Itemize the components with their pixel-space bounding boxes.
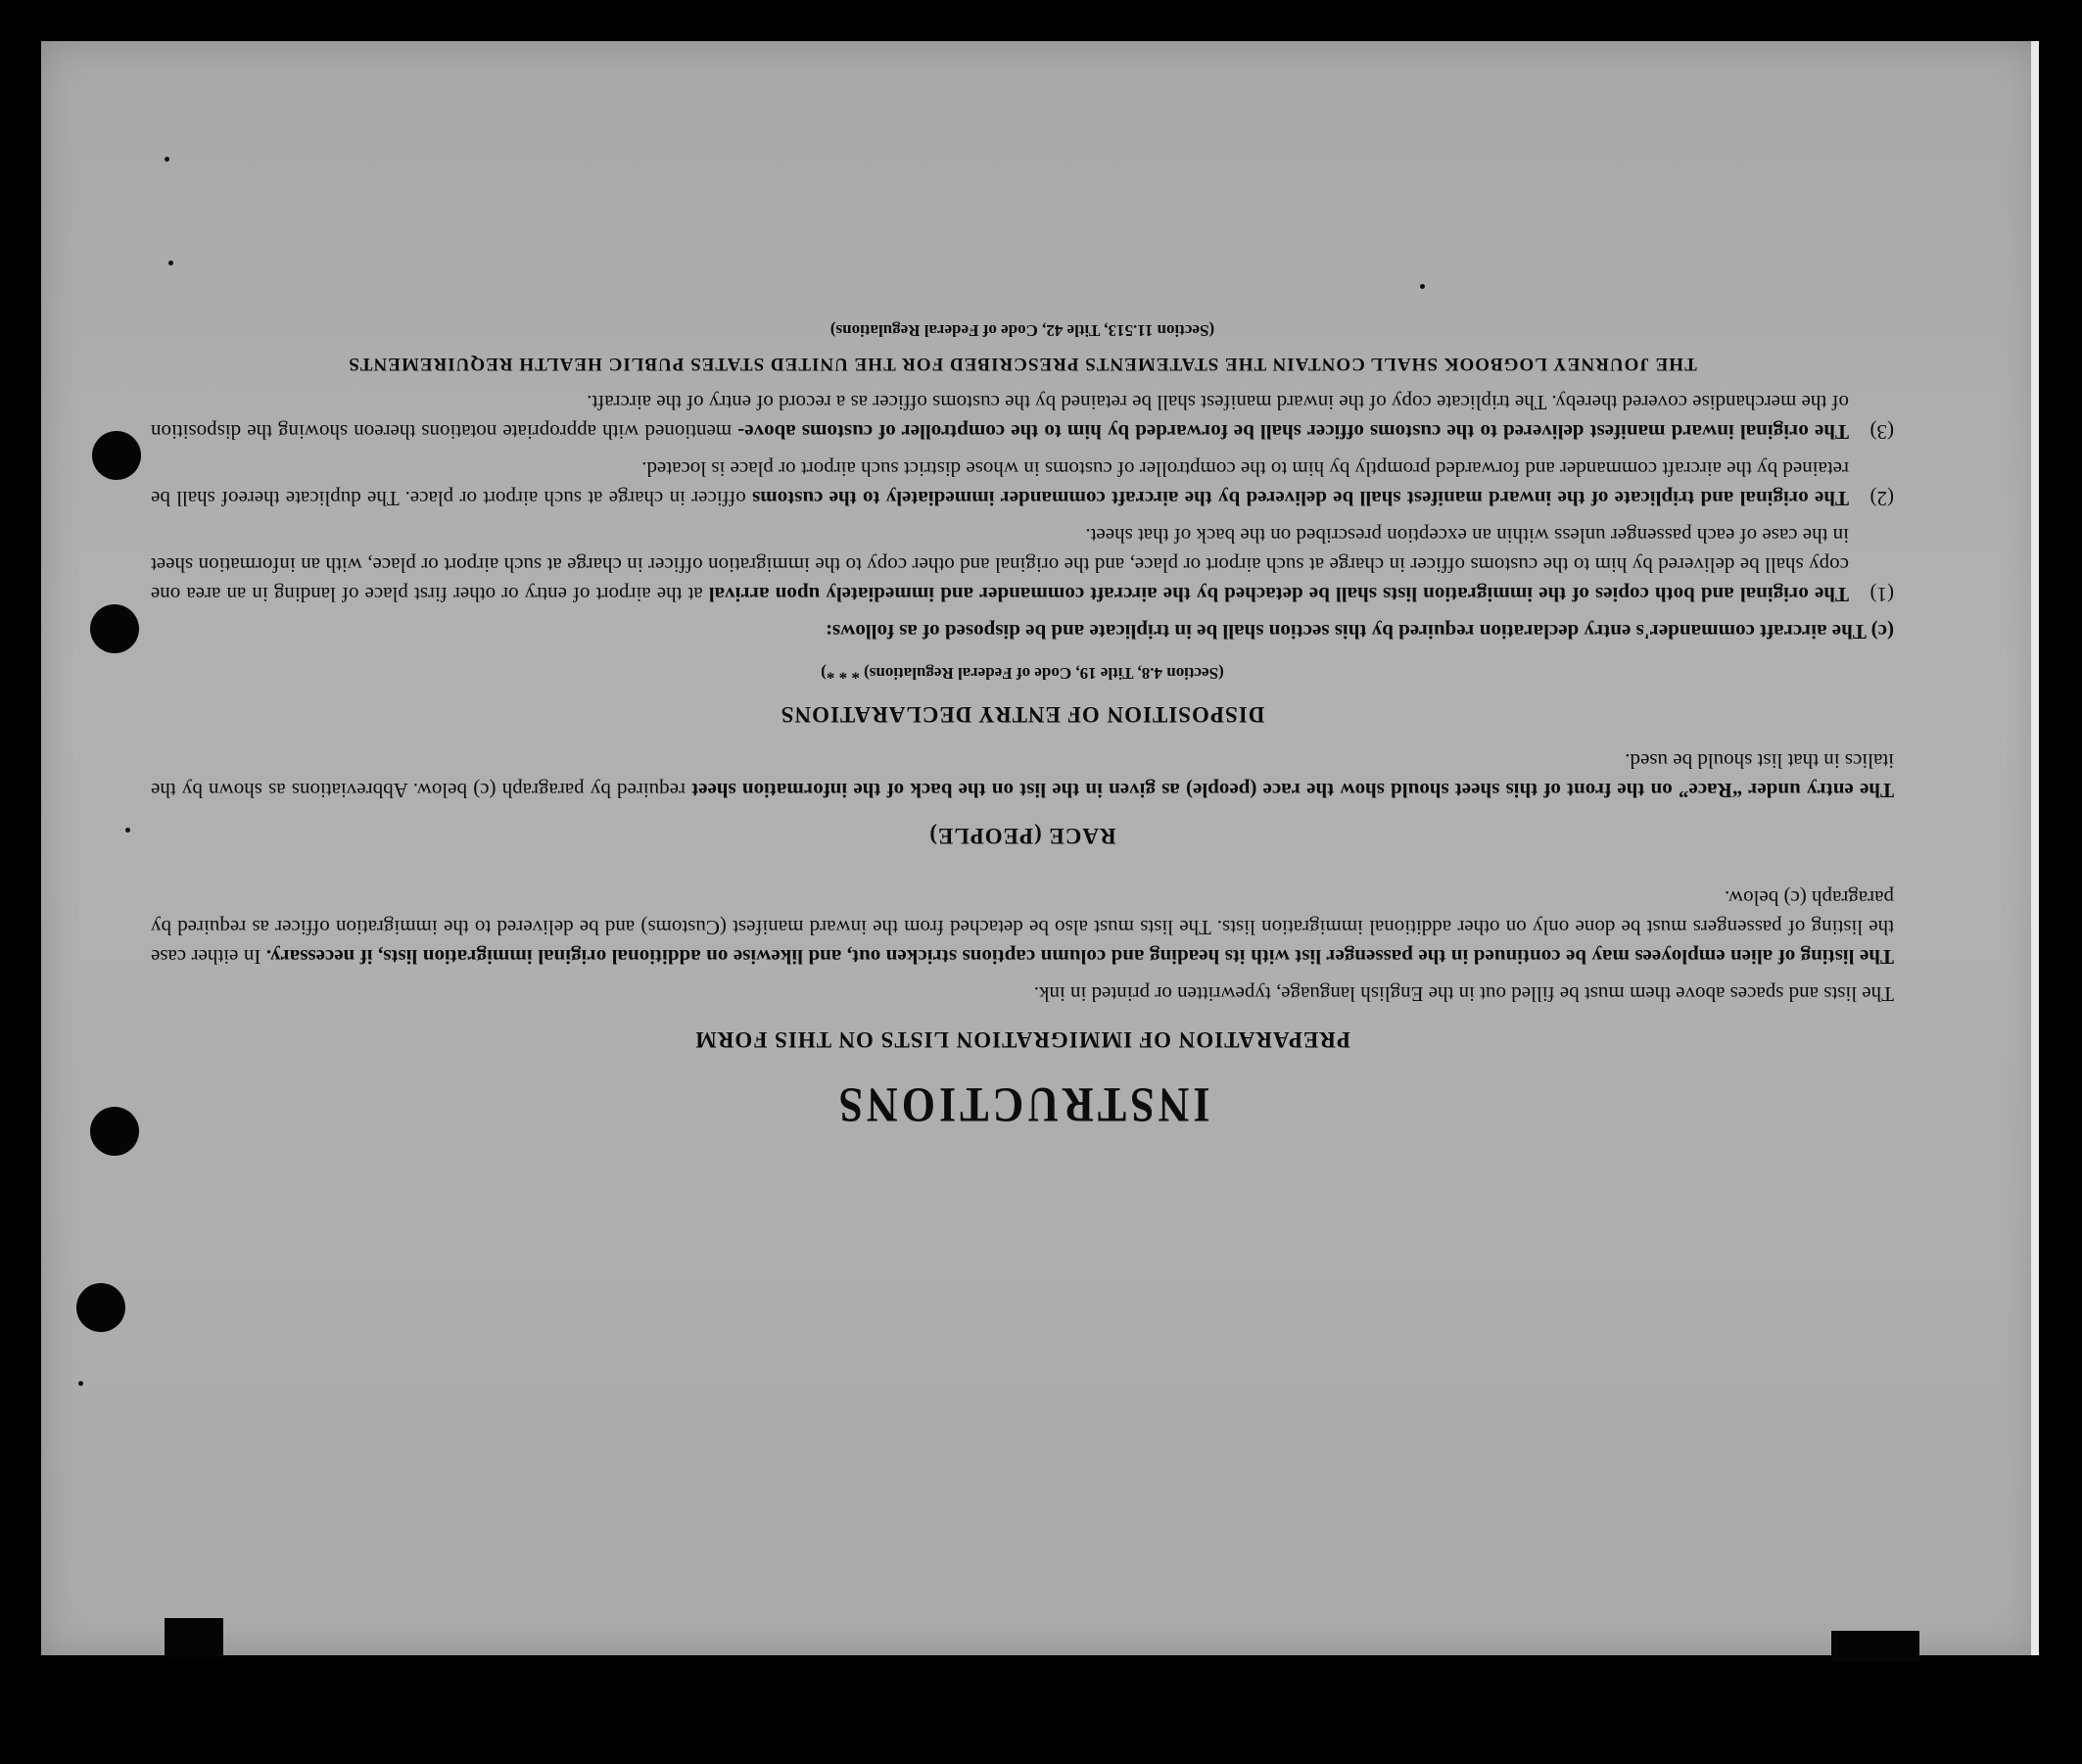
paragraph-continuation: In either case the listing of passengers must be done only on other additional immigration lists. The lists must also be detached from the inward manifest (Customs) and be delivered to the immigration officer as required by paragraph (c) below.: [150, 886, 1894, 969]
citation-title-19: (Section 4.8, Title 19, Code of Federal Regulations) * * *): [821, 664, 1224, 683]
citation-title-42: (Section 11.513, Title 42, Code of Federal Regulations): [829, 321, 1215, 340]
paragraph-bold-lead: The entry under “Race” on the front of this sheet should show the race (people) as given in the list on the back of the information sheet: [691, 779, 1894, 802]
list-item: [151, 454, 1894, 513]
section-heading-disposition: DISPOSITION OF ENTRY DECLARATIONS: [780, 702, 1265, 727]
list-item: [151, 388, 1894, 447]
item-bold-lead: The original and triplicate of the inward manifest shall be delivered by the aircraft commander immediately to the customs: [752, 487, 1849, 510]
rotated-page: [41, 41, 2039, 1655]
item-bold-lead: The original and both copies of the immigration lists shall be detached by the aircraft commander and immediately upon arrival: [708, 583, 1849, 606]
item-continuation: mentioned with appropriate notations thereon showing the disposition of the merchandise covered thereby. The triplicate copy of the inward manifest shall be retained by the customs officer as a record of entry of the aircraft.: [151, 391, 1849, 444]
item-text: [151, 388, 1849, 447]
list-item: [151, 521, 1894, 609]
paragraph-race: [151, 746, 1894, 805]
item-continuation: at the airport of entry or other first place of landing in an area one copy shall be delivered by him to the customs officer in charge at such airport or place, and the original and other copy to the immigration officer in charge at such airport or place, with an information sheet in the case of each passenger unless within an exception prescribed on the back of that sheet.: [150, 524, 1849, 606]
paragraph-fill-instructions: The lists and spaces above them must be filled out in the English language, typewritten or printed in ink.: [1033, 982, 1894, 1006]
item-number: (2): [1869, 487, 1894, 510]
section-heading-race: RACE (PEOPLE): [928, 824, 1116, 848]
item-number: (1): [1869, 583, 1894, 606]
paragraph-bold-lead: The listing of alien employees may be continued in the passenger list with its heading and column captions stricken out, and likewise on additional original immigration lists, if necessary.: [265, 945, 1894, 969]
public-health-statement: THE JOURNEY LOGBOOK SHALL CONTAIN THE STATEMENTS PRESCRIBED FOR THE UNITED STATES PUBLIC HEALTH REQUIREMENTS: [348, 354, 1697, 374]
item-number: (3): [1869, 420, 1894, 444]
section-heading-preparation: PREPARATION OF IMMIGRATION LISTS ON THIS FORM: [694, 1027, 1350, 1052]
paragraph-c: (c) The aircraft commander's entry declaration required by this section shall be in triplicate and be disposed of as follows:: [826, 620, 1894, 644]
paragraph-alien-employees: [151, 883, 1894, 972]
paragraph-continuation: required by paragraph (c) below. Abbreviations as shown by the italics in that list should be used.: [151, 749, 1894, 802]
page-title: INSTRUCTIONS: [834, 1076, 1210, 1132]
item-bold-lead: The original inward manifest delivered to the customs officer shall be forwarded by him to the comptroller of customs above-: [737, 420, 1849, 444]
instructions-content: [150, 304, 1894, 1132]
item-continuation: officer in charge at such airport or place. The duplicate thereof shall be retained by the aircraft commander and forwarded promptly by him to the comptroller of customs in whose district such airport or place is located.: [150, 457, 1849, 510]
item-text: [151, 454, 1849, 513]
item-text: [151, 521, 1849, 609]
